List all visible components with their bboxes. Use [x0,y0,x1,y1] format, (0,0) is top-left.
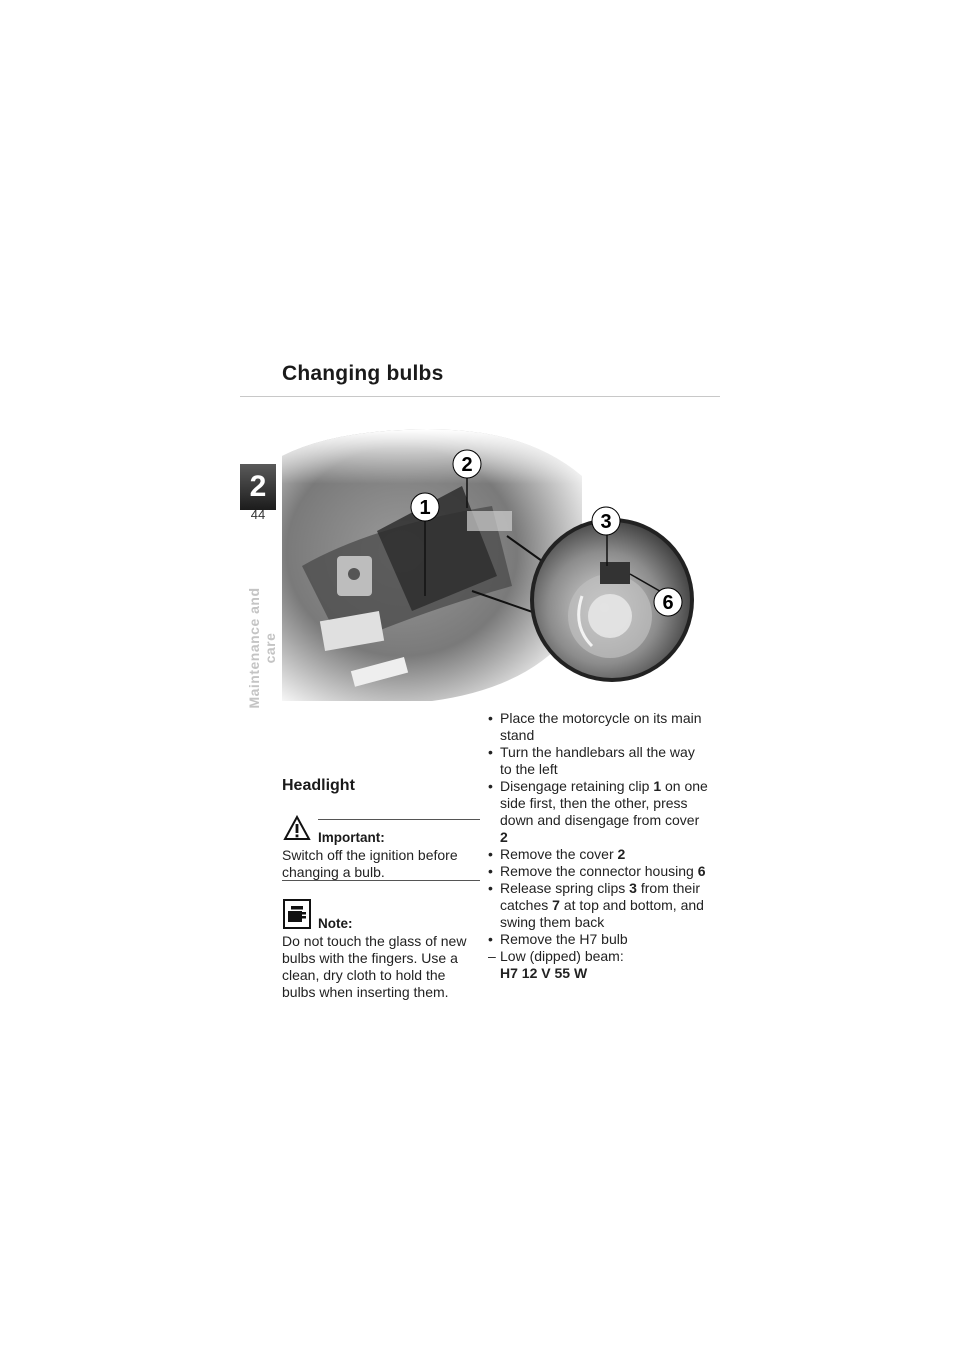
callout-3-label: 3 [600,511,612,533]
callout-2-label: 2 [461,454,473,476]
callout-6 [654,588,682,616]
callout-1-label: 1 [419,497,431,519]
callout-1 [411,493,439,521]
callout-2 [453,450,481,478]
bullet-icon: • [488,846,493,862]
bullet-icon: • [488,880,493,896]
step-text: Remove the connector housing [500,863,698,879]
chapter-number: 2 [249,470,267,503]
important-top-rule [318,819,480,820]
warning-icon [283,815,311,841]
step-text: Disengage retaining clip [500,778,654,794]
page-title: Changing bulbs [282,362,444,385]
ref-number: 6 [697,863,706,879]
step-text: Turn the handlebars all the way to the left [500,744,695,777]
callout-3 [592,507,620,535]
note-text: Do not touch the glass of new bulbs with the fingers. Use a clean, dry cloth to hold the bulbs when inserting them. [282,933,467,1000]
step-text: Remove the H7 bulb [500,931,628,947]
step-text: Low (dipped) beam: [500,948,624,964]
section-heading: Headlight [282,777,355,794]
list-item [488,948,708,982]
list-item [488,778,708,846]
dash-icon: – [488,948,496,964]
step-text: Remove the cover [500,846,618,862]
list-item [488,846,708,863]
step-text: Release spring clips [500,880,630,896]
ref-number: 2 [617,846,626,862]
step-text: at top and bottom, and swing them back [500,897,704,930]
ref-number: 1 [653,778,662,794]
bullet-icon: • [488,710,493,726]
title-divider [240,396,720,397]
important-text: Switch off the ignition before changing a bulb. [282,847,458,880]
ref-number: 7 [552,897,560,913]
list-item [488,863,708,880]
step-text: Place the motorcycle on its main stand [500,710,702,743]
step-text: from their catches [500,880,700,913]
page-number: 44 [250,507,266,522]
step-text: on one side first, then the other, press down and disengage from cover [500,778,708,828]
list-item [488,710,708,744]
important-label: Important: [318,830,385,845]
steps-list [488,710,708,982]
note-label: Note: [318,916,353,931]
bullet-icon: • [488,931,493,947]
ref-number: 3 [629,880,637,896]
callout-6-label: 6 [662,592,674,614]
bullet-icon: • [488,778,493,794]
note-hand-icon [283,899,311,929]
important-bottom-rule [282,880,480,881]
headlight-photo [282,416,702,706]
bullet-icon: • [488,744,493,760]
list-item [488,931,708,948]
bulb-spec: H7 12 V 55 W [500,965,588,981]
list-item [488,744,708,778]
list-item [488,880,708,931]
ref-number: 2 [500,829,508,845]
bullet-icon: • [488,863,493,879]
section-side-label: Maintenance and care [246,587,278,709]
